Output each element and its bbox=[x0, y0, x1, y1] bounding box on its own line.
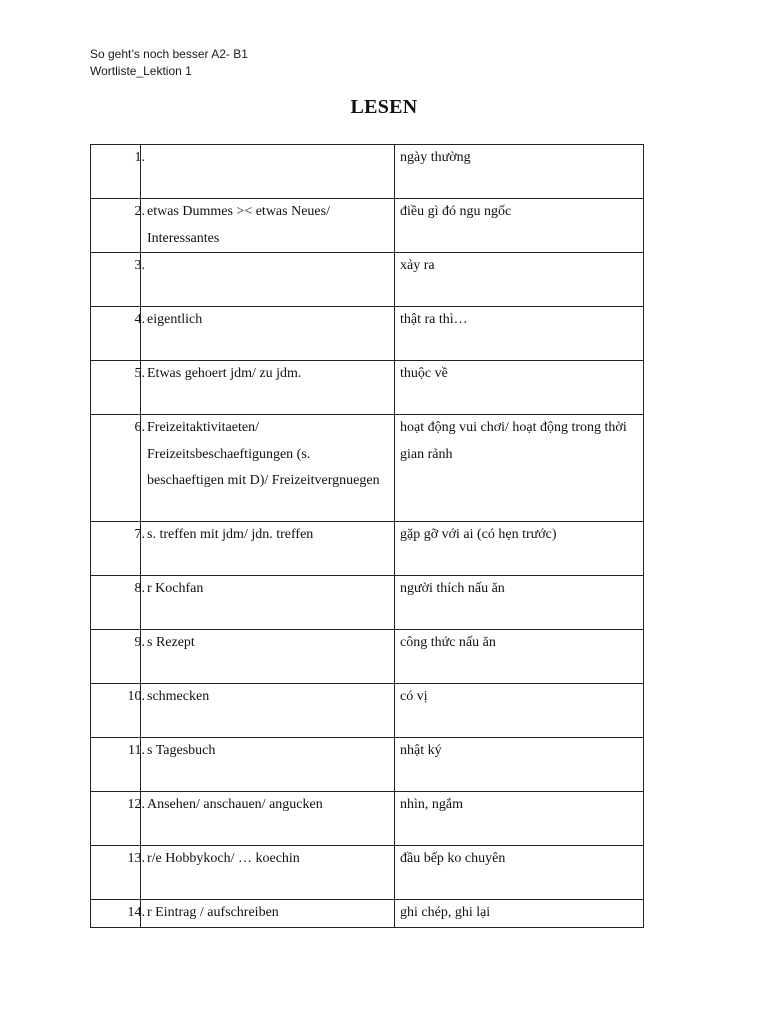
row-number: 1. bbox=[91, 145, 141, 199]
german-term bbox=[141, 145, 395, 199]
row-number: 9. bbox=[91, 630, 141, 684]
table-row bbox=[91, 630, 644, 684]
vietnamese-meaning: nhật ký bbox=[395, 738, 644, 792]
vietnamese-meaning: hoạt động vui chơi/ hoạt động trong thời gian rảnh bbox=[395, 415, 644, 522]
row-number: 6. bbox=[91, 415, 141, 522]
table-row bbox=[91, 684, 644, 738]
vietnamese-meaning: ngày thường bbox=[395, 145, 644, 199]
row-number: 2. bbox=[91, 199, 141, 253]
table-row bbox=[91, 253, 644, 307]
german-term: Ansehen/ anschauen/ angucken bbox=[141, 792, 395, 846]
row-number: 10. bbox=[91, 684, 141, 738]
table-row bbox=[91, 738, 644, 792]
table-row bbox=[91, 361, 644, 415]
table-row bbox=[91, 576, 644, 630]
row-number: 7. bbox=[91, 522, 141, 576]
wordlist-title: Wortliste_Lektion 1 bbox=[90, 64, 192, 78]
row-number: 8. bbox=[91, 576, 141, 630]
row-number: 11. bbox=[91, 738, 141, 792]
german-term: s Rezept bbox=[141, 630, 395, 684]
row-number: 4. bbox=[91, 307, 141, 361]
vietnamese-meaning: người thích nấu ăn bbox=[395, 576, 644, 630]
german-term: s. treffen mit jdm/ jdn. treffen bbox=[141, 522, 395, 576]
german-term: r Eintrag / aufschreiben bbox=[141, 900, 395, 928]
vietnamese-meaning: điều gì đó ngu ngốc bbox=[395, 199, 644, 253]
section-title: LESEN bbox=[350, 96, 418, 118]
vietnamese-meaning: thuộc về bbox=[395, 361, 644, 415]
vocabulary-table bbox=[90, 144, 644, 928]
table-row bbox=[91, 307, 644, 361]
german-term: s Tagesbuch bbox=[141, 738, 395, 792]
german-term: Freizeitaktivitaeten/ Freizeitsbeschaeftigungen (s. beschaeftigen mit D)/ Freizeitvergnuegen bbox=[141, 415, 395, 522]
table-row bbox=[91, 199, 644, 253]
course-title: So geht’s noch besser A2- B1 bbox=[90, 47, 248, 61]
vietnamese-meaning: đầu bếp ko chuyên bbox=[395, 846, 644, 900]
vietnamese-meaning: gặp gỡ với ai (có hẹn trước) bbox=[395, 522, 644, 576]
vietnamese-meaning: có vị bbox=[395, 684, 644, 738]
document-header bbox=[90, 46, 248, 80]
row-number: 5. bbox=[91, 361, 141, 415]
table-row bbox=[91, 415, 644, 522]
vietnamese-meaning: ghi chép, ghi lại bbox=[395, 900, 644, 928]
vietnamese-meaning: xảy ra bbox=[395, 253, 644, 307]
row-number: 13. bbox=[91, 846, 141, 900]
row-number: 12. bbox=[91, 792, 141, 846]
table-row bbox=[91, 792, 644, 846]
row-number: 14. bbox=[91, 900, 141, 928]
vietnamese-meaning: nhìn, ngắm bbox=[395, 792, 644, 846]
german-term bbox=[141, 253, 395, 307]
vietnamese-meaning: công thức nấu ăn bbox=[395, 630, 644, 684]
german-term: eigentlich bbox=[141, 307, 395, 361]
row-number: 3. bbox=[91, 253, 141, 307]
german-term: Etwas gehoert jdm/ zu jdm. bbox=[141, 361, 395, 415]
table-row bbox=[91, 522, 644, 576]
table-row bbox=[91, 900, 644, 928]
german-term: r/e Hobbykoch/ … koechin bbox=[141, 846, 395, 900]
vietnamese-meaning: thật ra thì… bbox=[395, 307, 644, 361]
table-row bbox=[91, 145, 644, 199]
german-term: etwas Dummes >< etwas Neues/ Interessantes bbox=[141, 199, 395, 253]
german-term: r Kochfan bbox=[141, 576, 395, 630]
german-term: schmecken bbox=[141, 684, 395, 738]
table-row bbox=[91, 846, 644, 900]
